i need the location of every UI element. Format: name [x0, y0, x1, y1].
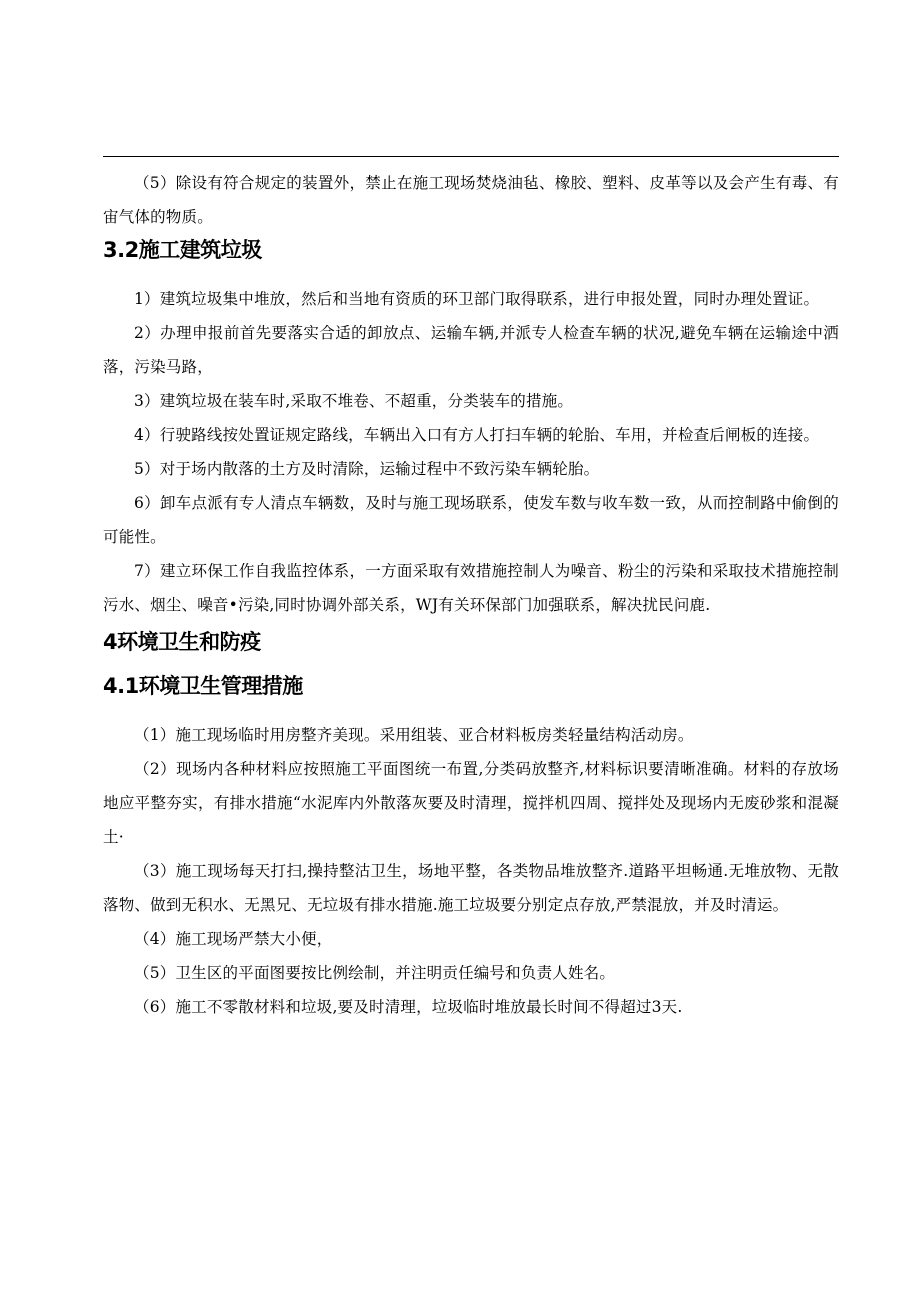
- paragraph-3-2-item-5: 5）对于场内散落的土方及时清除，运输过程中不致污染车辆轮胎。: [134, 460, 600, 478]
- paragraph-4-1-item-1: （1）施工现场临时用房整齐美现。采用组装、亚合材料板房类轻量结构活动房。: [134, 726, 694, 744]
- paragraph-3-2-item-6: 6）卸车点派有专人清点车辆数，及时与施工现场联系，使发车数与收车数一致，从而控制路中偷倒的可能性。: [103, 494, 839, 546]
- paragraph-4-1-item-6: （6）施工不零散材料和垃圾,要及时清理，垃圾临时堆放最长时间不得超过3天.: [134, 998, 683, 1016]
- document-body: [103, 166, 839, 1024]
- paragraph-3-2-item-1: 1）建筑垃圾集中堆放，然后和当地有资质的环卫部门取得联系，进行申报处置，同时办理处置证。: [134, 290, 820, 308]
- header-rule: [103, 156, 839, 157]
- paragraph-3-2-item-2: 2）办理申报前首先要落实合适的卸放点、运输车辆,并派专人检查车辆的状况,避免车辆在运输途中洒落，污染马路，: [103, 324, 839, 376]
- heading-4-1: 4.1环境卫生管理措施: [103, 674, 303, 698]
- paragraph-3-2-item-4: 4）行驶路线按处置证规定路线，车辆出入口有方人打扫车辆的轮胎、车用，并检查后闸板的连接。: [134, 426, 820, 444]
- paragraph-3-2-item-3: 3）建筑垃圾在装车时,采取不堆卷、不超重，分类装车的措施。: [134, 392, 574, 410]
- paragraph-pre-item-5: （5）除设有符合规定的装置外，禁止在施工现场焚烧油毡、橡胶、塑料、皮革等以及会产生有毒、有宙气体的物质。: [103, 174, 839, 226]
- paragraph-4-1-item-4: （4）施工现场严禁大小便，: [134, 930, 333, 948]
- paragraph-4-1-item-5: （5）卫生区的平面图要按比例绘制，并注明贡任编号和负责人姓名。: [134, 964, 616, 982]
- paragraph-4-1-item-3: （3）施工现场每天打扫,操持整沽卫生，场地平整，各类物品堆放整齐.道路平坦畅通.无堆放物、无散落物、做到无积水、无黑兄、无垃圾有排水措施.施工垃圾要分别定点存放,严禁混放，并及时清运。: [103, 862, 839, 914]
- paragraph-3-2-item-7: 7）建立环保工作自我监控体系，一方面采取有效措施控制人为噪音、粉尘的污染和采取技术措施控制污水、烟尘、噪音•污染,同时协调外部关系，WJ有关环保部门加强联系，解决扰民问鹿.: [103, 562, 839, 614]
- heading-3-2: 3.2施工建筑垃圾: [103, 238, 262, 262]
- paragraph-4-1-item-2: （2）现场内各种材料应按照施工平面图统一布置,分类码放整齐,材料标识要清晰准确。材料的存放场地应平整夯实，有排水措施“水泥库内外散落灰要及时清理，搅拌机四周、搅拌处及现场内无废砂浆和混凝土·: [103, 760, 839, 846]
- heading-4: 4环境卫生和防疫: [103, 630, 261, 654]
